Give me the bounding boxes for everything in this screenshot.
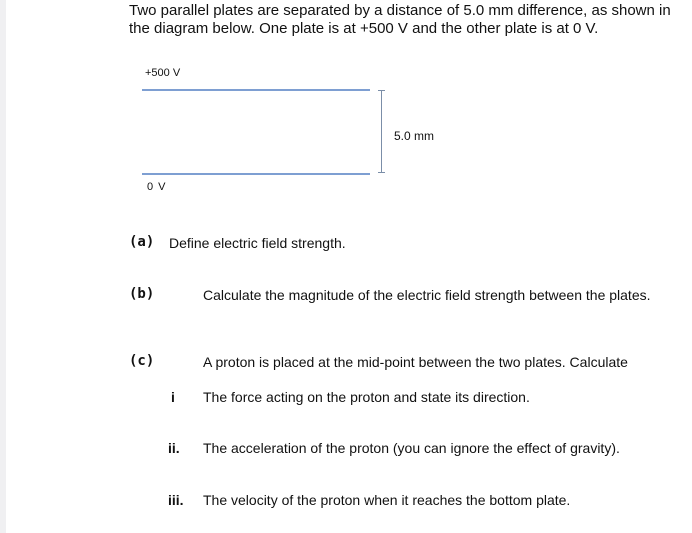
separation-cap-bottom xyxy=(378,172,385,173)
top-plate xyxy=(142,89,370,91)
part-iii-text: The velocity of the proton when it reaches the bottom plate. xyxy=(203,492,571,508)
intro-paragraph: Two parallel plates are separated by a distance of 5.0 mm difference, as shown in the diagram below. One plate is at +500 V and the other plate is at 0 V. xyxy=(129,2,671,37)
bottom-plate xyxy=(142,173,370,175)
question-a-label: (a) xyxy=(129,234,155,250)
separation-marker xyxy=(381,90,382,172)
separation-label: 5.0 mm xyxy=(394,129,435,143)
part-ii-numeral: ii. xyxy=(168,440,180,456)
part-iii-numeral: iii. xyxy=(168,492,184,508)
question-a-text: Define electric field strength. xyxy=(169,235,346,251)
question-c-text: A proton is placed at the mid-point between the two plates. Calculate xyxy=(203,354,628,370)
part-i-numeral: i xyxy=(171,389,175,405)
top-plate-label: +500 V xyxy=(145,67,181,79)
bottom-plate-label: 0 V xyxy=(147,181,167,193)
question-b-text: Calculate the magnitude of the electric field strength between the plates. xyxy=(203,287,651,303)
part-i-text: The force acting on the proton and state its direction. xyxy=(203,389,530,405)
page-edge-strip xyxy=(0,0,6,533)
part-ii-text: The acceleration of the proton (you can ignore the effect of gravity). xyxy=(203,440,620,456)
question-c-label: (c) xyxy=(129,353,155,369)
question-b-label: (b) xyxy=(129,286,155,302)
